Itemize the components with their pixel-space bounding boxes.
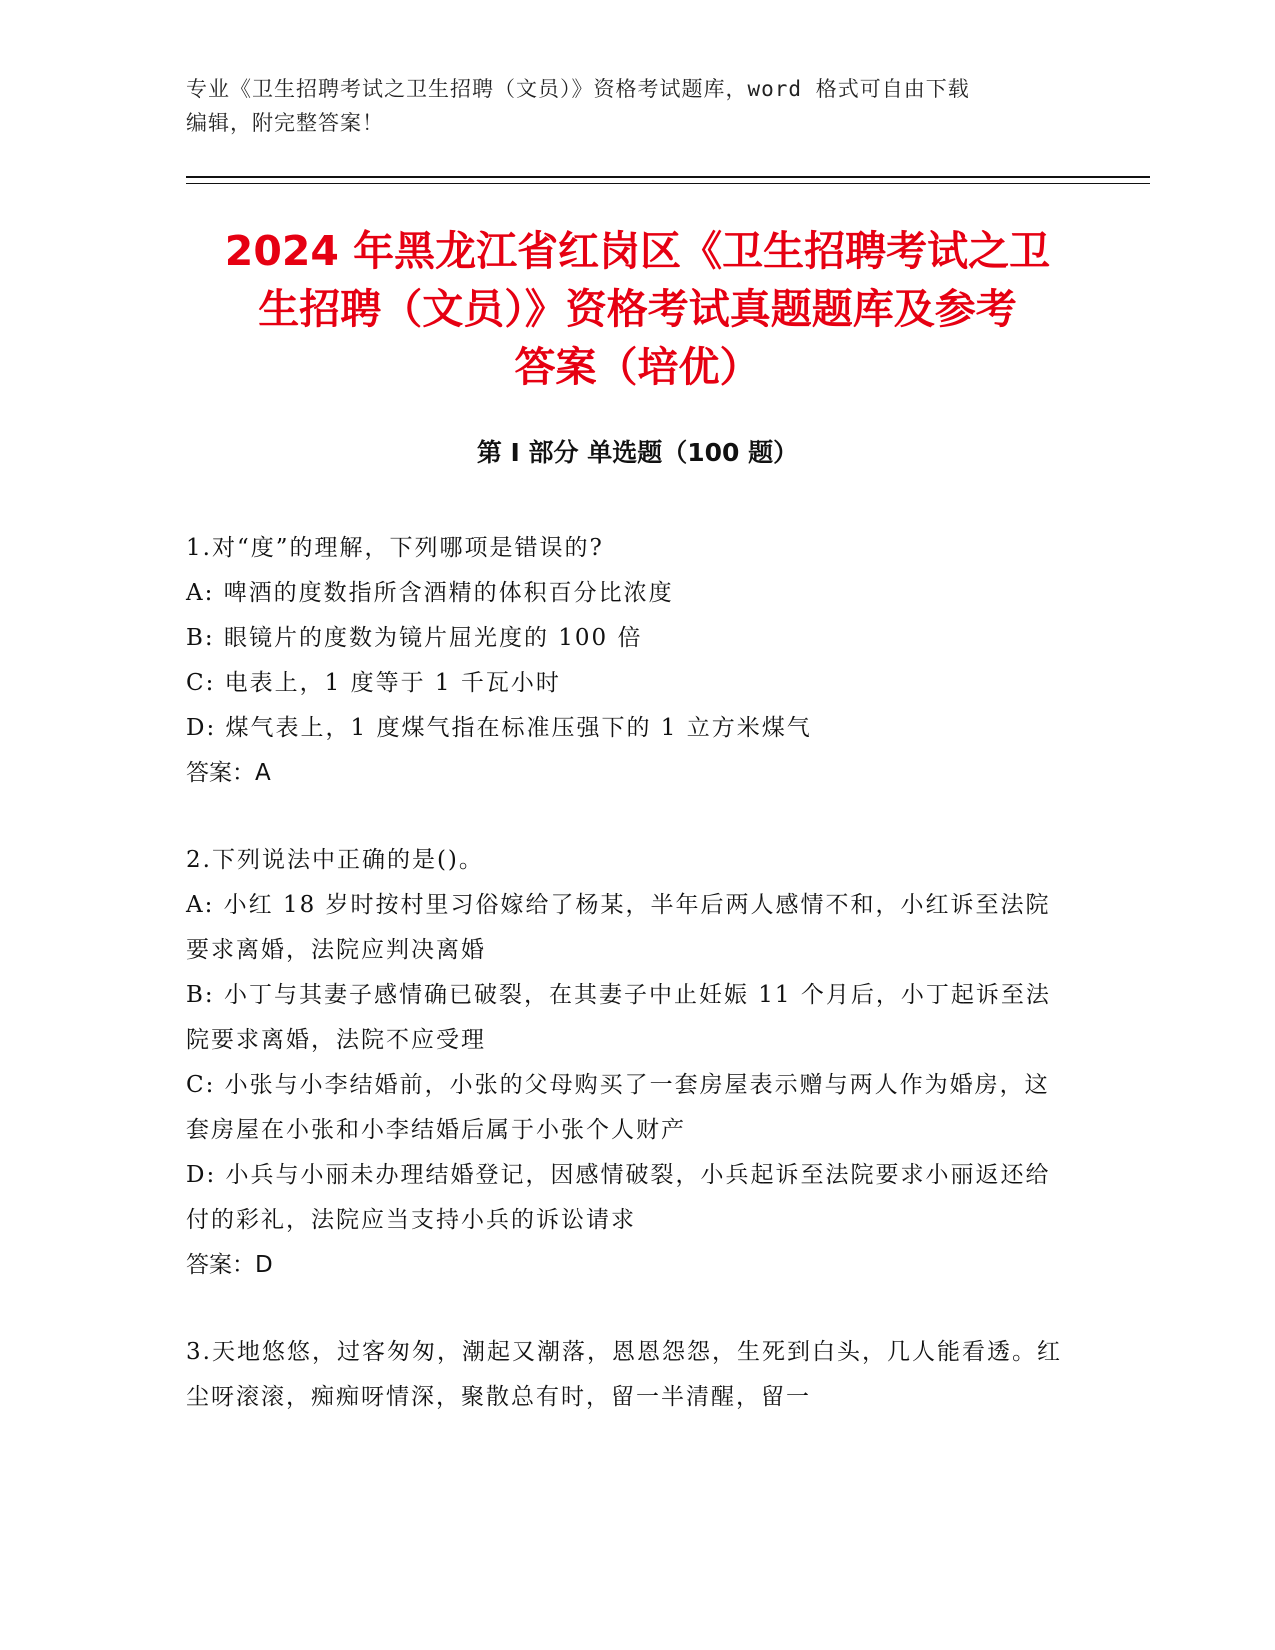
document-title xyxy=(140,222,1135,396)
option-a: A: 小红 18 岁时按村里习俗嫁给了杨某，半年后两人感情不和，小红诉至法院要求离婚，法院应判决离婚 xyxy=(186,892,1051,963)
question-1 xyxy=(186,526,1066,796)
header-divider-thick xyxy=(186,176,1150,178)
option-c: C: 电表上，1 度等于 1 千瓦小时 xyxy=(186,670,561,696)
title-line3: 答案（培优） xyxy=(514,343,761,391)
question-list xyxy=(186,526,1066,1462)
option-b: B: 眼镜片的度数为镜片屈光度的 100 倍 xyxy=(186,625,643,651)
answer: 答案：D xyxy=(186,1252,273,1278)
question-stem: 2.下列说法中正确的是()。 xyxy=(186,847,484,873)
option-b: B: 小丁与其妻子感情确已破裂，在其妻子中止妊娠 11 个月后，小丁起诉至法院要求离婚，法院不应受理 xyxy=(186,982,1051,1053)
title-line2: 生招聘（文员）》资格考试真题题库及参考 xyxy=(258,285,1017,333)
header-note xyxy=(186,72,1086,140)
answer: 答案：A xyxy=(186,760,271,786)
header-note-line2: 编辑，附完整答案！ xyxy=(186,111,384,135)
question-2 xyxy=(186,838,1066,1288)
option-d: D: 煤气表上，1 度煤气指在标准压强下的 1 立方米煤气 xyxy=(186,715,812,741)
option-c: C: 小张与小李结婚前，小张的父母购买了一套房屋表示赠与两人作为婚房，这套房屋在小张和小李结婚后属于小张个人财产 xyxy=(186,1072,1050,1143)
question-stem: 1.对“度”的理解，下列哪项是错误的? xyxy=(186,535,604,561)
section-heading: 第 I 部分 单选题（100 题） xyxy=(476,438,799,467)
title-line1: 2024 年黑龙江省红岗区《卫生招聘考试之卫 xyxy=(224,227,1051,275)
header-note-line1: 专业《卫生招聘考试之卫生招聘（文员）》资格考试题库，word 格式可自由下载 xyxy=(186,77,970,101)
option-d: D: 小兵与小丽未办理结婚登记，因感情破裂，小兵起诉至法院要求小丽返还给付的彩礼，法院应当支持小兵的诉讼请求 xyxy=(186,1162,1051,1233)
question-stem: 3.天地悠悠，过客匆匆，潮起又潮落，恩恩怨怨，生死到白头，几人能看透。红尘呀滚滚，痴痴呀情深，聚散总有时，留一半清醒，留一 xyxy=(186,1339,1062,1410)
option-a: A: 啤酒的度数指所含酒精的体积百分比浓度 xyxy=(186,580,674,606)
header-divider-thin xyxy=(186,183,1150,184)
question-3 xyxy=(186,1330,1066,1420)
